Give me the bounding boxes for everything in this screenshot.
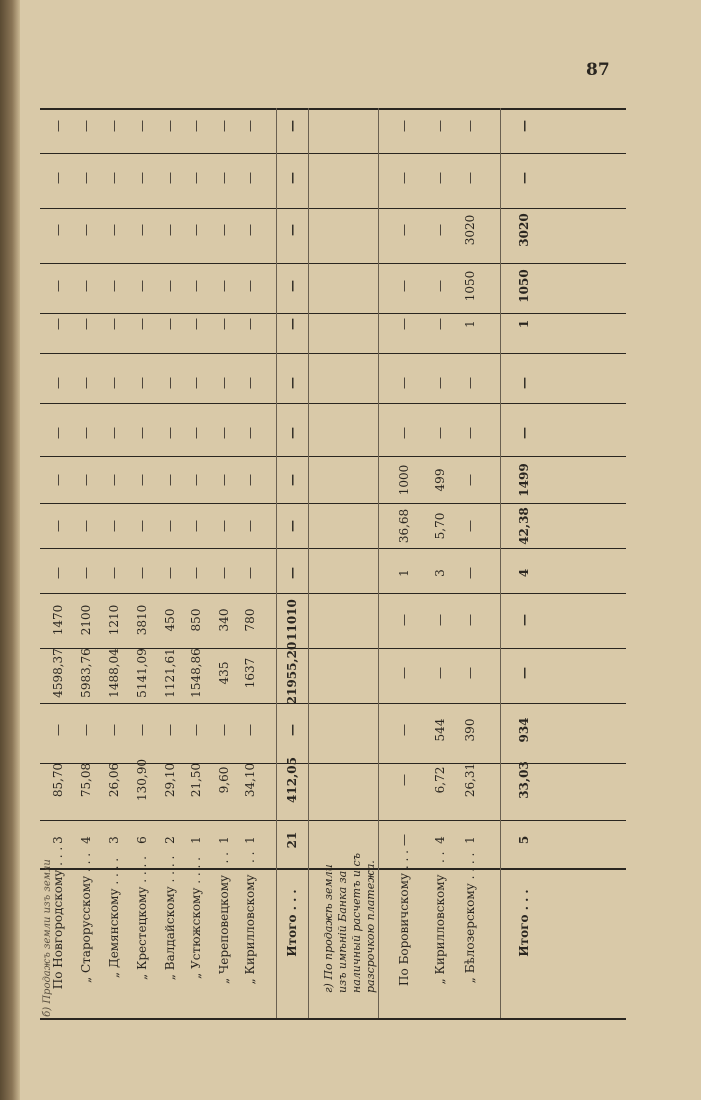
- table-cell: —: [433, 427, 447, 439]
- table-rule: [40, 593, 626, 594]
- table-cell: —: [217, 377, 231, 389]
- table-cell: —: [107, 318, 121, 330]
- table-cell: 435: [217, 661, 231, 685]
- table-cell: —: [163, 318, 177, 330]
- table-rule: [40, 403, 626, 404]
- table-cell: —: [397, 667, 411, 679]
- table-cell: —: [135, 427, 149, 439]
- table-cell: —: [463, 120, 477, 132]
- table-cell: —: [243, 280, 257, 292]
- table-cell: 5141,09: [135, 648, 149, 698]
- table-cell: —: [79, 377, 93, 389]
- total-cell: 21955,20: [285, 641, 299, 705]
- table-cell: —: [135, 280, 149, 292]
- table-cell: —: [397, 172, 411, 184]
- table-cell: —: [433, 120, 447, 132]
- table-rule: [40, 763, 626, 764]
- table-cell: 4: [79, 836, 93, 844]
- table-cell: 544: [433, 718, 447, 742]
- table-row-separator: [276, 108, 277, 1018]
- table-cell: —: [243, 172, 257, 184]
- table-cell: —: [107, 567, 121, 579]
- table-cell: —: [79, 567, 93, 579]
- table-cell: —: [189, 318, 203, 330]
- table-cell: 21,50: [189, 762, 203, 798]
- table-cell: —: [463, 567, 477, 579]
- table-cell: 29,10: [163, 762, 177, 798]
- table-rule: [40, 648, 626, 649]
- table-cell: —: [51, 377, 65, 389]
- table-cell: 850: [189, 608, 203, 632]
- table-cell: —: [107, 474, 121, 486]
- table-cell: —: [163, 724, 177, 736]
- total-cell: 412,05: [285, 757, 299, 803]
- table-cell: —: [135, 318, 149, 330]
- total-cell: —: [517, 120, 531, 132]
- total-label: Итого . . .: [517, 889, 531, 957]
- table-cell: 1: [463, 836, 477, 844]
- table-cell: —: [107, 280, 121, 292]
- table-cell: —: [217, 474, 231, 486]
- table-cell: 130,90: [135, 759, 149, 801]
- table-cell: —: [243, 224, 257, 236]
- table-cell: —: [107, 520, 121, 532]
- table-cell: —: [135, 377, 149, 389]
- table-cell: 499: [433, 468, 447, 492]
- table-cell: —: [463, 474, 477, 486]
- table-cell: 1488,04: [107, 648, 121, 698]
- table-cell: —: [107, 377, 121, 389]
- table-cell: —: [243, 120, 257, 132]
- table-cell: —: [217, 280, 231, 292]
- table-cell: —: [189, 120, 203, 132]
- table-cell: —: [107, 120, 121, 132]
- table-cell: —: [243, 318, 257, 330]
- table-cell: —: [107, 224, 121, 236]
- district-label: „ Демянскому . . . .: [107, 857, 121, 979]
- table-cell: —: [397, 724, 411, 736]
- total-cell: —: [285, 427, 299, 439]
- table-cell: —: [79, 427, 93, 439]
- table-cell: —: [189, 224, 203, 236]
- table-cell: —: [79, 224, 93, 236]
- total-cell: —: [285, 280, 299, 292]
- table-cell: —: [51, 427, 65, 439]
- total-cell: —: [285, 318, 299, 330]
- table-cell: —: [189, 520, 203, 532]
- table-rule: [40, 108, 626, 110]
- statistical-table: [40, 108, 626, 1018]
- total-cell: 21: [285, 831, 299, 849]
- table-cell: 9,60: [217, 766, 231, 794]
- table-cell: —: [163, 474, 177, 486]
- table-cell: —: [217, 520, 231, 532]
- table-cell: —: [163, 520, 177, 532]
- table-cell: 5,70: [433, 512, 447, 540]
- table-cell: —: [135, 120, 149, 132]
- total-cell: 3020: [517, 213, 531, 247]
- table-cell: —: [163, 224, 177, 236]
- table-rule: [40, 313, 626, 314]
- table-cell: —: [163, 172, 177, 184]
- district-label: По Боровичскому . . .: [397, 850, 411, 986]
- section-heading: г) По продажѣ земли изъ имѣній Банка за наличный расчетъ и съ разсрочкою платежа.: [322, 853, 377, 993]
- total-cell: —: [517, 377, 531, 389]
- table-cell: —: [433, 614, 447, 626]
- table-cell: —: [51, 724, 65, 736]
- table-cell: —: [189, 280, 203, 292]
- table-cell: —: [397, 774, 411, 786]
- table-cell: —: [51, 318, 65, 330]
- table-cell: 6: [135, 836, 149, 844]
- total-cell: 1: [517, 319, 531, 329]
- table-rule: [40, 353, 626, 354]
- table-cell: 34,10: [243, 762, 257, 798]
- table-cell: 26,06: [107, 762, 121, 798]
- district-label: „ Кирилловскому . . .: [433, 851, 447, 985]
- table-cell: —: [397, 120, 411, 132]
- total-cell: —: [285, 172, 299, 184]
- table-cell: —: [433, 667, 447, 679]
- table-cell: —: [243, 474, 257, 486]
- table-cell: —: [79, 120, 93, 132]
- total-cell: —: [285, 377, 299, 389]
- table-cell: 3: [107, 836, 121, 844]
- total-cell: 4: [517, 568, 531, 578]
- district-label: „ Крестецкому . . . .: [135, 856, 149, 980]
- table-cell: —: [217, 120, 231, 132]
- table-cell: —: [243, 427, 257, 439]
- table-cell: —: [217, 224, 231, 236]
- table-cell: —: [463, 377, 477, 389]
- table-cell: —: [79, 724, 93, 736]
- total-cell: —: [517, 172, 531, 184]
- page-number: 87: [586, 60, 610, 80]
- district-label: „ Череповецкому . . .: [217, 852, 231, 984]
- table-cell: —: [463, 172, 477, 184]
- table-cell: —: [163, 120, 177, 132]
- table-cell: —: [79, 520, 93, 532]
- total-cell: —: [517, 427, 531, 439]
- table-row-separator: [500, 108, 501, 1018]
- table-rule: [40, 263, 626, 264]
- total-cell: —: [517, 667, 531, 679]
- district-label: „ Валдайскому . . . .: [163, 855, 177, 981]
- table-cell: 780: [243, 608, 257, 632]
- table-cell: —: [217, 567, 231, 579]
- table-rule: [40, 820, 626, 821]
- table-cell: —: [135, 520, 149, 532]
- table-cell: —: [79, 318, 93, 330]
- table-cell: —: [189, 427, 203, 439]
- table-cell: 1637: [243, 657, 257, 689]
- table-cell: 340: [217, 608, 231, 632]
- table-cell: —: [135, 224, 149, 236]
- table-cell: —: [397, 280, 411, 292]
- table-cell: 2: [163, 836, 177, 844]
- total-cell: —: [285, 567, 299, 579]
- total-cell: 1050: [517, 269, 531, 303]
- table-cell: 5983,76: [79, 648, 93, 698]
- total-cell: 934: [517, 717, 531, 743]
- table-cell: —: [433, 377, 447, 389]
- table-rule: [40, 503, 626, 504]
- total-cell: 33,03: [517, 761, 531, 799]
- table-cell: —: [217, 318, 231, 330]
- table-cell: —: [135, 474, 149, 486]
- table-cell: —: [51, 120, 65, 132]
- table-cell: 85,70: [51, 762, 65, 798]
- table-cell: —: [189, 474, 203, 486]
- table-cell: 1050: [463, 270, 477, 302]
- table-cell: —: [51, 567, 65, 579]
- table-cell: —: [135, 567, 149, 579]
- table-cell: 1000: [397, 464, 411, 496]
- table-cell: 1210: [107, 604, 121, 636]
- district-label: „ Старорусскому . . .: [79, 852, 93, 984]
- table-cell: —: [79, 280, 93, 292]
- table-cell: —: [107, 427, 121, 439]
- table-rule: [40, 703, 626, 704]
- table-cell: 450: [163, 608, 177, 632]
- table-cell: 26,31: [463, 762, 477, 798]
- table-cell: —: [51, 520, 65, 532]
- table-rule: [40, 456, 626, 457]
- total-cell: 1499: [517, 463, 531, 497]
- table-cell: —: [135, 172, 149, 184]
- table-cell: —: [51, 172, 65, 184]
- table-cell: —: [433, 318, 447, 330]
- table-cell: —: [463, 614, 477, 626]
- table-cell: 2100: [79, 604, 93, 636]
- table-cell: 3810: [135, 604, 149, 636]
- total-cell: 42,38: [517, 507, 531, 545]
- table-cell: —: [397, 377, 411, 389]
- table-cell: 75,08: [79, 762, 93, 798]
- table-cell: —: [163, 567, 177, 579]
- table-cell: —: [397, 224, 411, 236]
- table-cell: —: [463, 427, 477, 439]
- table-cell: —: [163, 377, 177, 389]
- table-cell: 4598,37: [51, 648, 65, 698]
- table-cell: —: [243, 567, 257, 579]
- total-cell: 11010: [285, 599, 299, 641]
- table-cell: 3020: [463, 214, 477, 246]
- table-cell: 1: [463, 320, 477, 328]
- total-cell: —: [517, 614, 531, 626]
- table-cell: —: [397, 427, 411, 439]
- table-cell: —: [163, 427, 177, 439]
- table-cell: —: [243, 520, 257, 532]
- district-label: „ Устюжскому . . . .: [189, 857, 203, 979]
- table-cell: 1470: [51, 604, 65, 636]
- table-cell: —: [397, 318, 411, 330]
- table-row-separator: [308, 108, 309, 1018]
- table-cell: —: [51, 280, 65, 292]
- table-cell: —: [433, 280, 447, 292]
- table-cell: 390: [463, 718, 477, 742]
- table-cell: —: [397, 834, 411, 846]
- table-cell: —: [243, 377, 257, 389]
- table-cell: 1121,61: [163, 648, 177, 698]
- table-cell: 1: [217, 836, 231, 844]
- table-cell: —: [107, 172, 121, 184]
- table-cell: 6,72: [433, 766, 447, 794]
- section-header-fragment: б) Продажъ земли изъ земли: [42, 859, 53, 1017]
- district-label: По Новгородскому . . .: [51, 846, 65, 990]
- total-cell: —: [285, 474, 299, 486]
- table-cell: —: [135, 724, 149, 736]
- table-cell: 3: [433, 569, 447, 577]
- table-cell: —: [217, 724, 231, 736]
- table-cell: 4: [433, 836, 447, 844]
- table-cell: 36,68: [397, 508, 411, 544]
- book-spine-edge: [0, 0, 20, 1100]
- table-cell: —: [433, 172, 447, 184]
- table-cell: —: [189, 567, 203, 579]
- district-label: „ Бѣлозерскому . . . .: [463, 852, 477, 984]
- table-rule: [40, 548, 626, 549]
- table-cell: —: [107, 724, 121, 736]
- table-cell: —: [217, 172, 231, 184]
- table-cell: —: [433, 224, 447, 236]
- table-cell: 1: [189, 836, 203, 844]
- total-cell: —: [285, 520, 299, 532]
- table-cell: 1548,86: [189, 648, 203, 698]
- table-rule: [40, 208, 626, 209]
- total-cell: —: [285, 724, 299, 736]
- table-cell: —: [79, 474, 93, 486]
- table-cell: —: [463, 667, 477, 679]
- table-cell: —: [217, 427, 231, 439]
- table-cell: —: [189, 172, 203, 184]
- table-cell: —: [189, 377, 203, 389]
- district-label: „ Кирилловскому . . .: [243, 851, 257, 985]
- total-cell: 5: [517, 835, 531, 845]
- table-cell: —: [463, 520, 477, 532]
- table-cell: 1: [243, 836, 257, 844]
- table-cell: 3: [51, 836, 65, 844]
- total-label: Итого . . .: [285, 889, 299, 957]
- table-cell: —: [163, 280, 177, 292]
- table-cell: 1: [397, 569, 411, 577]
- table-cell: —: [397, 614, 411, 626]
- table-row-separator: [378, 108, 379, 1018]
- table-rule: [40, 153, 626, 154]
- total-cell: —: [285, 224, 299, 236]
- table-cell: —: [189, 724, 203, 736]
- table-cell: —: [51, 474, 65, 486]
- total-cell: —: [285, 120, 299, 132]
- table-cell: —: [243, 724, 257, 736]
- table-rule: [40, 1018, 626, 1020]
- table-cell: —: [79, 172, 93, 184]
- table-cell: —: [51, 224, 65, 236]
